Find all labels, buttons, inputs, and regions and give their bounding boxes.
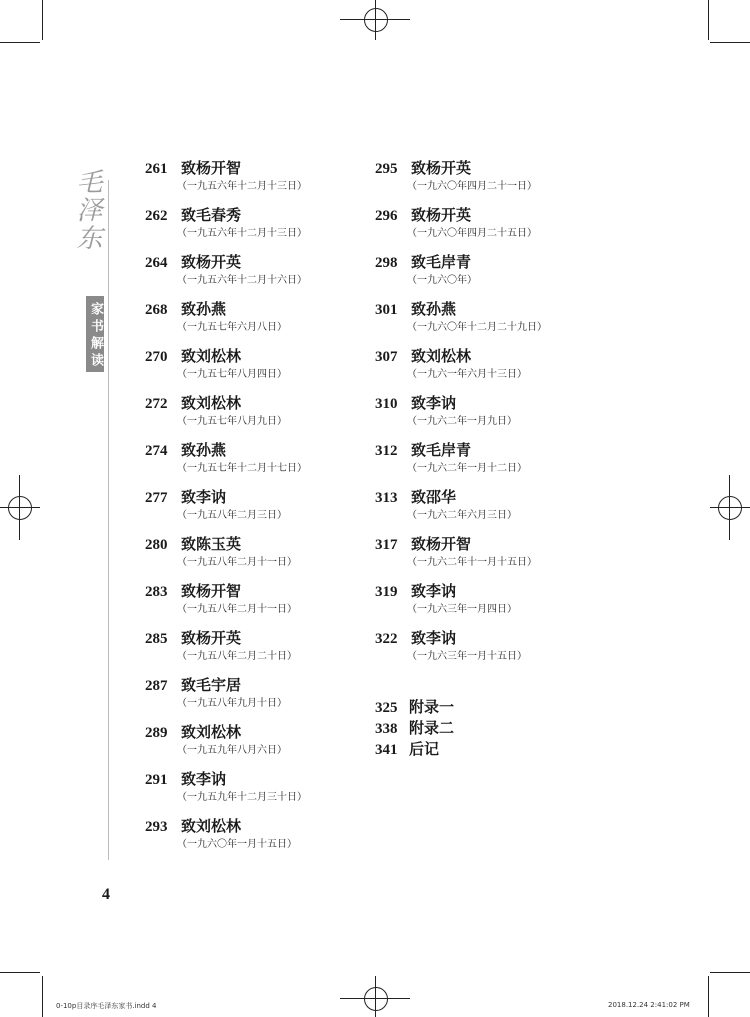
toc-entry-date: （一九五九年十二月三十日） xyxy=(177,792,307,803)
toc-appendix-entry xyxy=(375,718,454,739)
toc-entry-title: 致杨开英 xyxy=(411,159,472,177)
toc-entry xyxy=(145,816,365,863)
toc-entry-page: 296 xyxy=(375,208,398,224)
toc-entry-page: 270 xyxy=(145,349,168,365)
toc-entry-date: （一九五七年六月八日） xyxy=(177,322,287,333)
toc-entry xyxy=(375,628,595,675)
toc-entry-page: 310 xyxy=(375,396,398,412)
toc-entry-page: 272 xyxy=(145,396,168,412)
toc-entry-title: 致陈玉英 xyxy=(181,535,242,553)
toc-entry-page: 298 xyxy=(375,255,398,271)
toc-entry-title: 致孙燕 xyxy=(181,300,227,318)
toc-entry-page: 274 xyxy=(145,443,168,459)
toc-entry xyxy=(375,252,595,299)
toc-appendix-entry xyxy=(375,697,454,718)
toc-entry-page: 338 xyxy=(375,721,398,737)
toc-entry-page: 280 xyxy=(145,537,168,553)
toc-entry xyxy=(375,440,595,487)
toc-entry-page: 285 xyxy=(145,631,168,647)
toc-entry-date: （一九五七年十二月十七日） xyxy=(177,463,307,474)
toc-entry xyxy=(375,346,595,393)
toc-entry-page: 264 xyxy=(145,255,168,271)
toc-entry-title: 致毛宇居 xyxy=(181,676,242,694)
toc-entry xyxy=(145,722,365,769)
toc-entry-title: 致杨开智 xyxy=(411,535,472,553)
toc-entry-page: 262 xyxy=(145,208,168,224)
toc-entry-title: 致李讷 xyxy=(411,394,457,412)
toc-entry-page: 322 xyxy=(375,631,398,647)
toc-entry-page: 283 xyxy=(145,584,168,600)
toc-entry-date: （一九六三年一月四日） xyxy=(407,604,517,615)
sidebar-rule xyxy=(108,180,109,860)
footer-timestamp: 2018.12.24 2:41:02 PM xyxy=(608,1001,690,1009)
toc-entry xyxy=(145,158,365,205)
toc-entry-page: 295 xyxy=(375,161,398,177)
toc-entry xyxy=(145,252,365,299)
toc-entry-title: 致杨开英 xyxy=(181,629,242,647)
crop-mark xyxy=(708,976,709,1017)
crop-mark xyxy=(710,972,750,973)
toc-entry-date: （一九五八年九月十日） xyxy=(177,698,287,709)
toc-entry-date: （一九五八年二月十一日） xyxy=(177,604,297,615)
toc-entry xyxy=(375,158,595,205)
toc-entry-title: 附录二 xyxy=(409,719,455,737)
toc-entry-date: （一九六二年一月九日） xyxy=(407,416,517,427)
toc-entry-title: 致刘松林 xyxy=(181,394,242,412)
toc-entry-page: 293 xyxy=(145,819,168,835)
toc-entry xyxy=(145,299,365,346)
toc-entry xyxy=(375,205,595,252)
toc-entry-page: 287 xyxy=(145,678,168,694)
toc-right-column xyxy=(375,158,595,675)
toc-left-column xyxy=(145,158,365,863)
toc-entry xyxy=(375,299,595,346)
toc-entry-date: （一九六三年一月十五日） xyxy=(407,651,527,662)
toc-entry-title: 致李讷 xyxy=(411,629,457,647)
toc-entry-title: 致刘松林 xyxy=(181,723,242,741)
toc-entry-date: （一九六二年十一月十五日） xyxy=(407,557,537,568)
toc-entry-title: 致李讷 xyxy=(181,770,227,788)
toc-entry-page: 341 xyxy=(375,742,398,758)
toc-appendix-entry xyxy=(375,739,454,760)
toc-entry-date: （一九五八年二月三日） xyxy=(177,510,287,521)
toc-entry xyxy=(145,628,365,675)
toc-entry-title: 致毛岸青 xyxy=(411,441,472,459)
toc-entry-title: 致毛岸青 xyxy=(411,253,472,271)
toc-entry xyxy=(145,440,365,487)
toc-entry-page: 325 xyxy=(375,700,398,716)
toc-entry xyxy=(375,581,595,628)
toc-entry-title: 致杨开英 xyxy=(411,206,472,224)
brand-label: 家书解读 xyxy=(86,296,104,372)
toc-entry-title: 致孙燕 xyxy=(181,441,227,459)
toc-entry-date: （一九六〇年四月二十一日） xyxy=(407,181,537,192)
toc-entry xyxy=(375,534,595,581)
toc-entry-page: 268 xyxy=(145,302,168,318)
toc-entry-title: 致杨开智 xyxy=(181,582,242,600)
toc-entry-title: 致杨开英 xyxy=(181,253,242,271)
toc-entry xyxy=(375,487,595,534)
toc-entry xyxy=(145,769,365,816)
crop-mark xyxy=(42,0,43,40)
toc-entry xyxy=(145,581,365,628)
toc-entry-title: 致刘松林 xyxy=(411,347,472,365)
toc-entry-page: 301 xyxy=(375,302,398,318)
toc-entry-date: （一九六一年六月十三日） xyxy=(407,369,527,380)
toc-entry-date: （一九五九年八月六日） xyxy=(177,745,287,756)
toc-entry xyxy=(145,675,365,722)
toc-entry-title: 致李讷 xyxy=(411,582,457,600)
toc-entry-title: 致孙燕 xyxy=(411,300,457,318)
toc-entry-page: 289 xyxy=(145,725,168,741)
toc-entry-date: （一九六二年六月三日） xyxy=(407,510,517,521)
toc-entry-date: （一九六〇年四月二十五日） xyxy=(407,228,537,239)
toc-entry-page: 317 xyxy=(375,537,398,553)
crop-mark xyxy=(0,972,40,973)
toc-entry xyxy=(375,393,595,440)
toc-entry-date: （一九五八年二月十一日） xyxy=(177,557,297,568)
toc-entry-title: 致杨开智 xyxy=(181,159,242,177)
toc-entry-page: 313 xyxy=(375,490,398,506)
toc-entry xyxy=(145,534,365,581)
toc-entry xyxy=(145,487,365,534)
toc-entry-title: 致刘松林 xyxy=(181,347,242,365)
toc-entry-page: 291 xyxy=(145,772,168,788)
toc-entry-date: （一九六〇年） xyxy=(407,275,477,286)
toc-appendix xyxy=(375,697,454,760)
toc-entry-page: 312 xyxy=(375,443,398,459)
toc-entry-date: （一九五六年十二月十三日） xyxy=(177,181,307,192)
toc-entry-title: 致刘松林 xyxy=(181,817,242,835)
toc-entry-title: 致李讷 xyxy=(181,488,227,506)
page-number: 4 xyxy=(102,886,110,903)
toc-entry-page: 319 xyxy=(375,584,398,600)
crop-mark xyxy=(708,0,709,40)
crop-mark xyxy=(0,42,40,43)
brand-calligraphy: 毛泽东 xyxy=(72,168,102,252)
toc-entry-date: （一九六二年一月十二日） xyxy=(407,463,527,474)
toc-entry-title: 后记 xyxy=(409,740,440,758)
toc-entry-date: （一九五六年十二月十三日） xyxy=(177,228,307,239)
toc-entry-page: 277 xyxy=(145,490,168,506)
toc-entry-page: 261 xyxy=(145,161,168,177)
footer-file-name: 0-10p目录序毛泽东家书.indd 4 xyxy=(56,1002,157,1010)
toc-entry-page: 307 xyxy=(375,349,398,365)
toc-entry-title: 致毛春秀 xyxy=(181,206,242,224)
toc-entry-date: （一九五七年八月四日） xyxy=(177,369,287,380)
crop-mark xyxy=(42,976,43,1017)
toc-entry-date: （一九六〇年一月十五日） xyxy=(177,839,297,850)
toc-entry-title: 致邵华 xyxy=(411,488,457,506)
toc-entry-date: （一九五八年二月二十日） xyxy=(177,651,297,662)
toc-entry-date: （一九五六年十二月十六日） xyxy=(177,275,307,286)
toc-entry-date: （一九六〇年十二月二十九日） xyxy=(407,322,547,333)
toc-entry xyxy=(145,393,365,440)
toc-entry-title: 附录一 xyxy=(409,698,455,716)
toc-entry xyxy=(145,346,365,393)
crop-mark xyxy=(710,42,750,43)
toc-entry xyxy=(145,205,365,252)
toc-entry-date: （一九五七年八月九日） xyxy=(177,416,287,427)
